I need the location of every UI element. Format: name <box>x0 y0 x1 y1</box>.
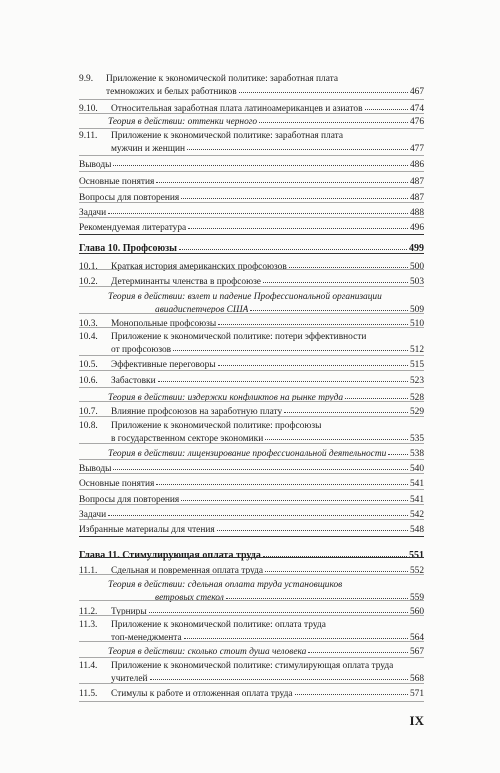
page-ref: 476 <box>409 117 424 127</box>
page-ref: 567 <box>409 647 424 657</box>
page-ref: 541 <box>409 495 424 505</box>
page-number: IX <box>409 713 424 728</box>
page-ref: 499 <box>409 243 424 254</box>
toc-entry <box>79 420 424 445</box>
entry-title: Приложение к экономической политике: заработная плата <box>111 131 344 141</box>
page-ref: 486 <box>409 160 424 170</box>
entry-title: Рекомендуемая литература <box>79 223 187 233</box>
toc-entry <box>79 260 424 273</box>
entry-title: Вопросы для повторения <box>79 193 180 203</box>
toc-entry <box>79 523 424 536</box>
page-ref: 515 <box>409 360 424 370</box>
row-divider <box>79 234 424 235</box>
leader-dots <box>188 220 408 229</box>
section-number: 10.1. <box>79 262 98 272</box>
entry-title: Влияние профсоюзов на заработную плату <box>111 407 283 417</box>
leader-dots <box>217 522 408 531</box>
page-ref: 496 <box>409 223 424 233</box>
row-divider <box>79 459 424 460</box>
leader-dots <box>150 671 408 680</box>
page-ref: 477 <box>409 144 424 154</box>
entry-title: Теория в действии: оттенки черного <box>108 117 258 127</box>
leader-dots <box>149 604 408 613</box>
leader-dots <box>295 686 408 695</box>
leader-dots <box>250 302 408 311</box>
row-divider <box>79 313 424 314</box>
entry-title: Вопросы для повторения <box>79 495 180 505</box>
toc-entry <box>79 564 424 577</box>
entry-title: Задачи <box>79 510 107 520</box>
leader-dots <box>108 205 408 214</box>
row-divider <box>79 286 424 287</box>
leader-dots <box>345 390 408 399</box>
entry-title: Глава 11. Стимулирующая оплата труда <box>79 550 261 561</box>
row-divider <box>79 387 424 388</box>
row-divider <box>79 683 424 684</box>
page-ref: 487 <box>409 193 424 203</box>
toc-entry <box>79 115 424 128</box>
row-divider <box>79 536 424 537</box>
entry-title: ветровых стекол <box>155 593 224 603</box>
leader-dots <box>289 259 408 268</box>
toc-entry <box>79 687 424 700</box>
row-divider <box>79 327 424 328</box>
row-divider <box>79 443 424 444</box>
section-number: 10.4. <box>79 332 98 342</box>
section-number: 9.11. <box>79 131 98 141</box>
entry-title: Задачи <box>79 208 107 218</box>
leader-dots <box>173 342 408 351</box>
toc-entry <box>79 130 424 155</box>
row-divider <box>79 657 424 658</box>
section-number: 11.5. <box>79 689 98 699</box>
row-divider <box>79 557 424 558</box>
entry-title: Турниры <box>111 607 147 617</box>
page-ref: 540 <box>409 464 424 474</box>
entry-title: авиадиспетчеров США <box>155 305 249 315</box>
row-divider <box>79 99 424 100</box>
leader-dots <box>218 316 408 325</box>
entry-title: Теория в действии: взлет и падение Профессиональной организации <box>108 292 382 302</box>
row-divider <box>79 615 424 616</box>
row-divider <box>79 355 424 356</box>
toc-entry <box>79 605 424 618</box>
page-ref: 512 <box>409 345 424 355</box>
row-divider <box>79 155 424 156</box>
row-divider <box>79 504 424 505</box>
row-divider <box>79 370 424 371</box>
entry-title: Глава 10. Профсоюзы <box>79 243 177 254</box>
entry-title: Приложение к экономической политике: оплата труда <box>111 620 326 630</box>
leader-dots <box>265 563 408 572</box>
page-ref: 571 <box>409 689 424 699</box>
page-ref: 467 <box>409 87 424 97</box>
page-ref: 474 <box>409 104 424 114</box>
entry-title: от профсоюзов <box>111 345 172 355</box>
entry-title: Забастовки <box>111 376 156 386</box>
toc-entry <box>79 374 424 387</box>
page-ref: 542 <box>409 510 424 520</box>
entry-title: учителей <box>111 674 148 684</box>
section-number: 11.2. <box>79 607 98 617</box>
entry-title: Стимулы к работе и отложенная оплата труда <box>111 689 293 699</box>
page-ref: 510 <box>409 319 424 329</box>
section-number: 10.8. <box>79 421 98 431</box>
entry-title: Основные понятия <box>79 177 155 187</box>
page-ref: 535 <box>409 434 424 444</box>
entry-title: Монопольные профсоюзы <box>111 319 217 329</box>
chapter-entry <box>79 549 424 562</box>
row-divider <box>79 128 424 129</box>
leader-dots <box>181 190 408 199</box>
entry-title: Сдельная и повременная оплата труда <box>111 566 264 576</box>
leader-dots <box>284 404 408 413</box>
leader-dots <box>259 114 408 123</box>
page-ref: 548 <box>409 525 424 535</box>
row-divider <box>79 217 424 218</box>
section-number: 10.3. <box>79 319 98 329</box>
row-divider <box>79 202 424 203</box>
entry-title: Детерминанты членства в профсоюзе <box>111 277 261 287</box>
page-ref: 552 <box>409 566 424 576</box>
page-ref: 503 <box>409 277 424 287</box>
page-ref: 541 <box>409 479 424 489</box>
section-number: 9.9. <box>79 74 94 84</box>
leader-dots <box>184 630 408 639</box>
page-ref: 551 <box>409 550 424 561</box>
entry-title: Теория в действии: сдельная оплата труда установщиков <box>108 580 343 590</box>
entry-title: Краткая история американских профсоюзов <box>111 262 287 272</box>
row-divider <box>79 473 424 474</box>
page-ref: 487 <box>409 177 424 187</box>
leader-dots <box>113 461 408 470</box>
page-ref: 500 <box>409 262 424 272</box>
entry-title: в государственном секторе экономики <box>111 434 264 444</box>
row-divider <box>79 401 424 402</box>
page-ref: 523 <box>409 376 424 386</box>
toc-entry <box>79 317 424 330</box>
toc-entry <box>79 331 424 356</box>
leader-dots <box>365 101 408 110</box>
entry-title: Избранные материалы для чтения <box>79 525 215 535</box>
row-divider <box>79 574 424 575</box>
leader-dots <box>263 274 408 283</box>
entry-title: Приложение к экономической политике: профсоюзы <box>111 421 322 431</box>
entry-title: Выводы <box>79 464 112 474</box>
toc-entry <box>79 73 424 98</box>
leader-dots <box>308 644 408 653</box>
entry-title: топ-менеджмента <box>111 633 182 643</box>
row-divider <box>79 701 424 702</box>
page-ref: 568 <box>409 674 424 684</box>
leader-dots <box>265 431 408 440</box>
page-ref: 488 <box>409 208 424 218</box>
row-divider <box>79 600 424 601</box>
toc-entry <box>79 221 424 234</box>
entry-title: темнокожих и белых работников <box>106 87 237 97</box>
leader-dots <box>388 446 408 455</box>
section-number: 11.1. <box>79 566 98 576</box>
section-number: 10.5. <box>79 360 98 370</box>
toc-entry <box>79 391 424 404</box>
page-ref: 560 <box>409 607 424 617</box>
row-divider <box>79 489 424 490</box>
section-number: 10.6. <box>79 376 98 386</box>
toc-entry <box>79 660 424 685</box>
entry-title: Основные понятия <box>79 479 155 489</box>
entry-title: Приложение к экономической политике: потери эффективности <box>111 332 367 342</box>
entry-title: Теория в действии: издержки конфликтов на рынке труда <box>108 393 344 403</box>
leader-dots <box>263 548 407 557</box>
page-ref: 538 <box>409 449 424 459</box>
entry-title: Эффективные переговоры <box>111 360 216 370</box>
row-divider <box>79 416 424 417</box>
row-divider <box>79 269 424 270</box>
leader-dots <box>179 241 407 250</box>
row-divider <box>79 641 424 642</box>
leader-dots <box>108 507 408 516</box>
page-ref: 528 <box>409 393 424 403</box>
row-divider <box>79 519 424 520</box>
entry-title: Теория в действии: сколько стоит душа человека <box>108 647 307 657</box>
row-divider <box>79 187 424 188</box>
entry-title: Приложение к экономической политике: заработная плата <box>106 74 339 84</box>
entry-title: Выводы <box>79 160 112 170</box>
leader-dots <box>158 373 408 382</box>
section-number: 11.3. <box>79 620 98 630</box>
leader-dots <box>156 174 408 183</box>
row-divider <box>79 253 424 254</box>
leader-dots <box>239 84 408 93</box>
leader-dots <box>113 157 408 166</box>
leader-dots <box>181 492 408 501</box>
entry-title: Относительная заработная плата латиноамериканцев и азиатов <box>111 104 363 114</box>
section-number: 11.4. <box>79 661 98 671</box>
section-number: 10.2. <box>79 277 98 287</box>
entry-title: мужчин и женщин <box>111 144 185 154</box>
leader-dots <box>156 476 408 485</box>
section-number: 9.10. <box>79 104 98 114</box>
toc-entry <box>79 158 424 171</box>
leader-dots <box>218 357 408 366</box>
entry-title: Теория в действии: лицензирование профессиональной деятельности <box>108 449 387 459</box>
page-ref: 564 <box>409 633 424 643</box>
row-divider <box>79 171 424 172</box>
leader-dots <box>226 590 408 599</box>
page-ref: 529 <box>409 407 424 417</box>
section-number: 10.7. <box>79 407 98 417</box>
entry-title: Приложение к экономической политике: стимулирующая оплата труда <box>111 661 394 671</box>
leader-dots <box>187 141 408 150</box>
page-ref: 509 <box>409 305 424 315</box>
page-ref: 559 <box>409 593 424 603</box>
